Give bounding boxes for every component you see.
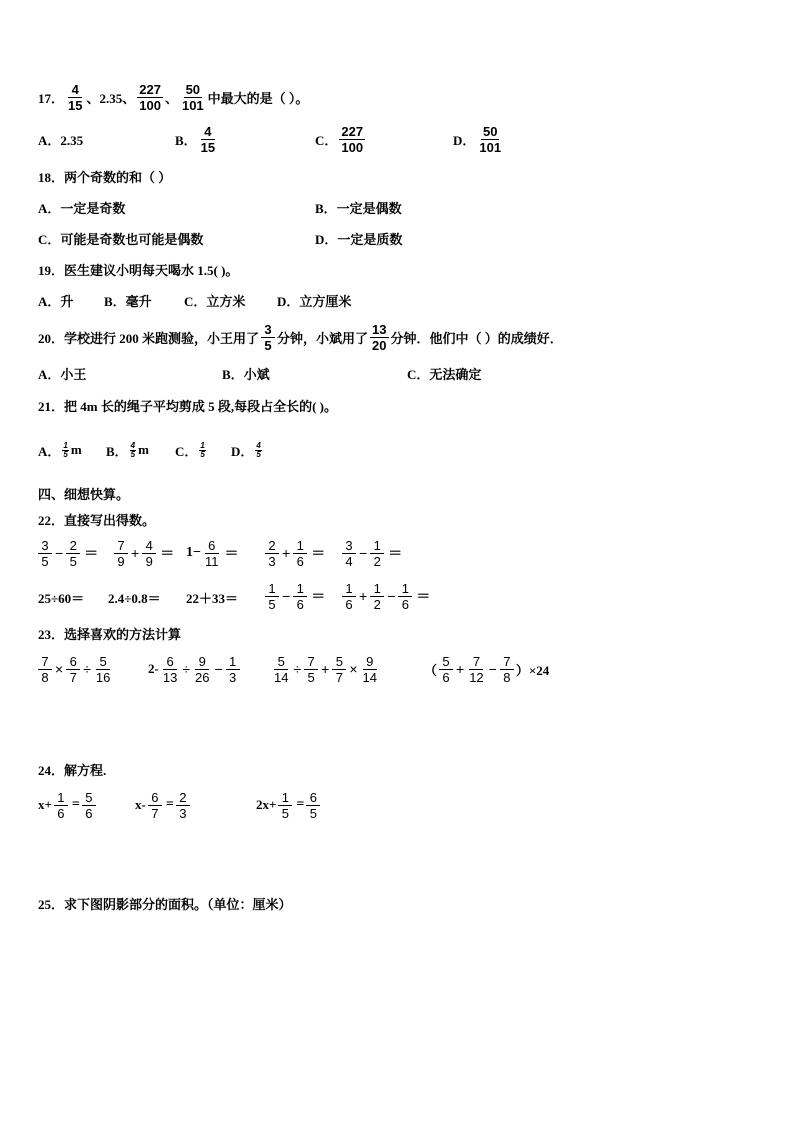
q22-expr-7: 2.4÷0.8＝ xyxy=(108,590,161,606)
q22-expr-3: 1− $\frac{6}{11}$ ＝ xyxy=(186,537,239,569)
q17-option-c[interactable]: C． $\frac{227}{100}$ xyxy=(315,123,364,155)
q20-option-a[interactable]: A．小王 xyxy=(38,367,87,382)
q23-expr-1: $\frac{7}{8}$ × $\frac{6}{7}$ ÷ $\frac{5}{16}$ xyxy=(36,650,114,688)
q22-expr-10: $\frac{1}{6}$ + $\frac{1}{2}$ − $\frac{1}{6}$ ＝ xyxy=(340,577,430,615)
q17-stem: 17． $\frac{4}{15}$ 、2.35、 $\frac{227}{100}$ 、 $\frac{50}{101}$ 中最大的是（ ）。 xyxy=(38,81,309,113)
q17-number: 17． xyxy=(38,90,65,106)
q21-option-b[interactable]: B． $\frac{4}{5}$ m xyxy=(106,440,149,459)
q22-expr-5: $\frac{3}{4}$ − $\frac{1}{2}$ ＝ xyxy=(340,534,402,572)
q17-fraction-1: $\frac{4}{15}$ xyxy=(68,81,83,113)
q24-equation-3: 2x+ $\frac{1}{5}$ = $\frac{6}{5}$ xyxy=(256,786,322,824)
q23-expr-3: $\frac{5}{14}$ ÷ $\frac{7}{5}$ + $\frac{5}{7}$ × $\frac{9}{14}$ xyxy=(274,653,377,685)
q20-option-b[interactable]: B．小斌 xyxy=(222,367,270,382)
q19-option-d[interactable]: D．立方厘米 xyxy=(277,294,352,309)
section-4-heading: 四、细想快算。 xyxy=(38,487,130,502)
q24-equation-2: x- $\frac{6}{7}$ = $\frac{2}{3}$ xyxy=(135,786,192,824)
q20-fraction-1: $\frac{3}{5}$ xyxy=(261,322,275,353)
q18-option-b[interactable]: B．一定是偶数 xyxy=(315,201,402,216)
q22-expr-2: $\frac{7}{9}$ + $\frac{4}{9}$ ＝ xyxy=(112,534,174,572)
q24-equation-1: x+ $\frac{1}{6}$ = $\frac{5}{6}$ xyxy=(38,786,98,824)
q23-stem: 23．选择喜欢的方法计算 xyxy=(38,627,182,642)
q20-fraction-2: $\frac{13}{20}$ xyxy=(372,321,387,353)
q22-expr-8: 22＋33＝ xyxy=(186,590,239,606)
q18-option-a[interactable]: A．一定是奇数 xyxy=(38,201,126,216)
q25-stem: 25．求下图阴影部分的面积。（单位：厘米） xyxy=(38,897,292,912)
q17-option-b[interactable]: B． $\frac{4}{15}$ xyxy=(175,123,216,155)
q22-expr-4: $\frac{2}{3}$ + $\frac{1}{6}$ ＝ xyxy=(263,534,325,572)
q17-tail: 中最大的是（ ）。 xyxy=(207,90,309,106)
q21-stem: 21．把 4m 长的绳子平均剪成 5 段,每段占全长的( )。 xyxy=(38,399,337,414)
q22-stem: 22．直接写出得数。 xyxy=(38,513,156,528)
q22-expr-1: $\frac{3}{5}$ − $\frac{2}{5}$ ＝ xyxy=(36,534,98,572)
q23-expr-4: （ $\frac{5}{6}$ + $\frac{7}{12}$ − $\frac{7}{8}$ ）×24 xyxy=(424,653,550,685)
q22-expr-9: $\frac{1}{5}$ − $\frac{1}{6}$ ＝ xyxy=(263,577,325,615)
q20-option-c[interactable]: C．无法确定 xyxy=(407,367,482,382)
q21-option-d[interactable]: D． $\frac{4}{5}$ xyxy=(231,440,261,459)
q17-option-a[interactable]: A．2.35 xyxy=(38,132,84,148)
q17-option-d[interactable]: D． $\frac{50}{101}$ xyxy=(453,123,502,155)
q18-stem: 18．两个奇数的和（ ） xyxy=(38,170,172,185)
q21-option-c[interactable]: C． $\frac{1}{5}$ xyxy=(175,440,205,459)
q17-fraction-2: $\frac{227}{100}$ xyxy=(139,81,161,113)
q19-option-a[interactable]: A．升 xyxy=(38,294,74,309)
q17-fraction-3: $\frac{50}{101}$ xyxy=(181,81,204,113)
q19-stem: 19．医生建议小明每天喝水 1.5( )。 xyxy=(38,263,239,278)
q24-stem: 24．解方程. xyxy=(38,763,107,778)
q21-option-a[interactable]: A． $\frac{1}{5}$ m xyxy=(38,440,82,459)
q18-option-c[interactable]: C．可能是奇数也可能是偶数 xyxy=(38,232,204,247)
q23-expr-2: 2- $\frac{6}{13}$ ÷ $\frac{9}{26}$ − $\frac{1}{3}$ xyxy=(148,650,242,688)
q19-option-b[interactable]: B．毫升 xyxy=(104,294,152,309)
q22-expr-6: 25÷60＝ xyxy=(38,590,85,606)
q20-stem: 20．学校进行 200 米跑测验，小王用了 $\frac{3}{5}$ 分钟，小斌用了 $\frac{13}{20}$ 分钟．他们中（ ）的成绩好． xyxy=(38,321,563,353)
q19-option-c[interactable]: C．立方米 xyxy=(184,294,246,309)
q18-option-d[interactable]: D．一定是质数 xyxy=(315,232,403,247)
